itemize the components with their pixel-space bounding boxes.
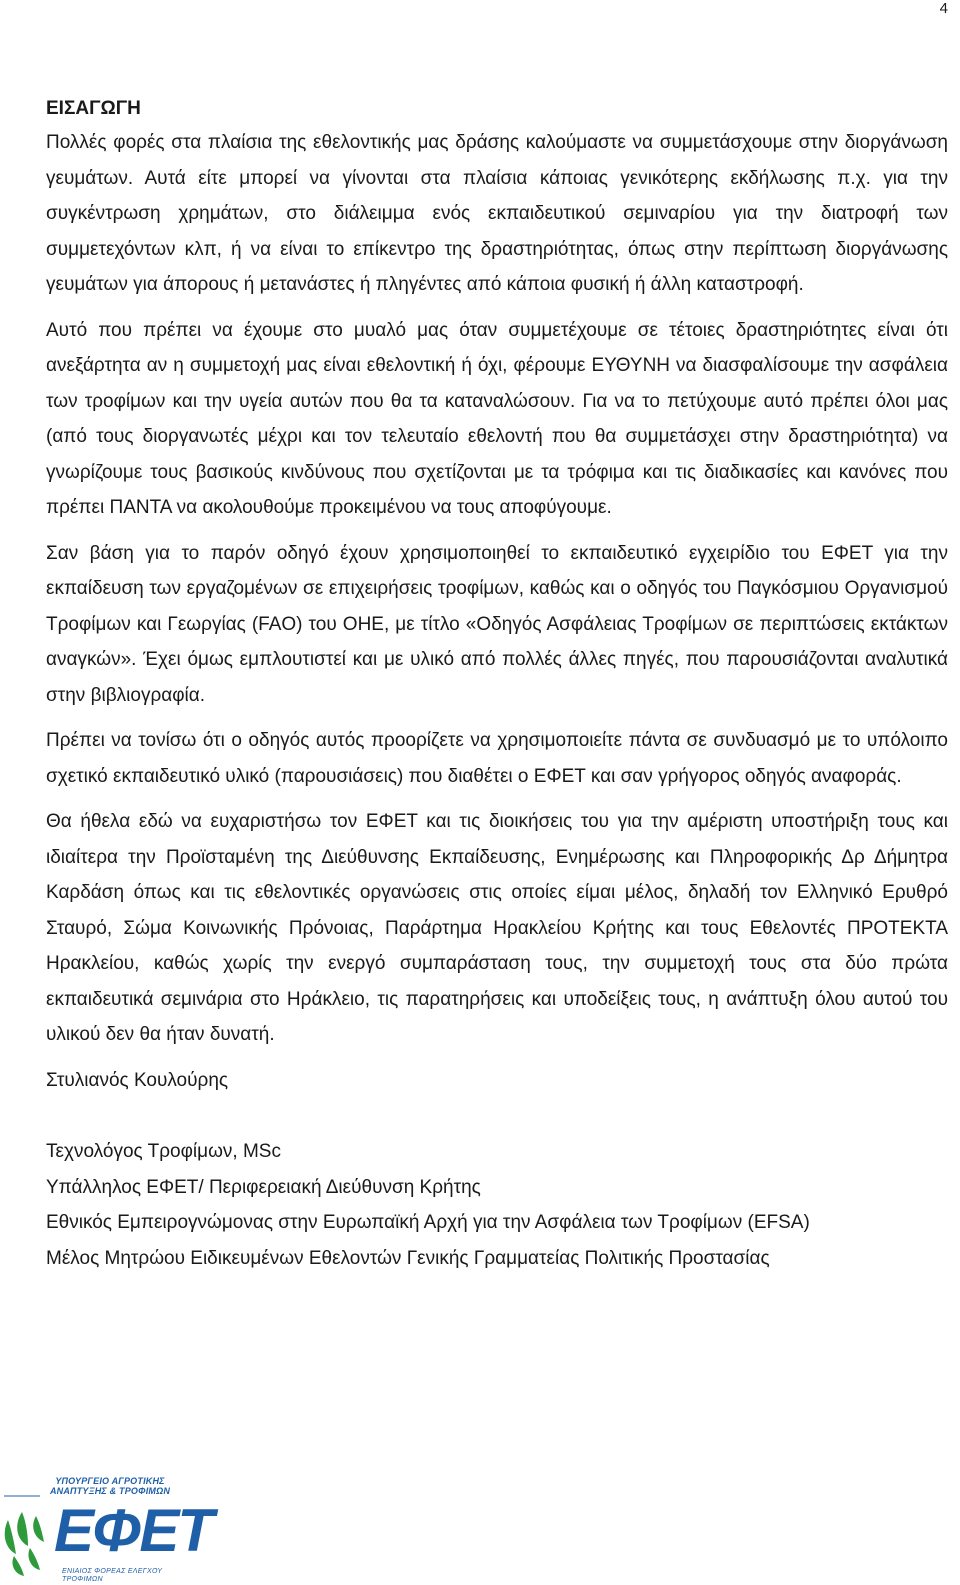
paragraph-acknowledgements: Θα ήθελα εδώ να ευχαριστήσω τον ΕΦΕΤ και τις διοικήσεις του για την αμέριστη υποστήριξη τους και ιδιαίτερα την Προϊσταμένη της Διεύθυνσης Εκπαίδευσης, Ενημέρωσης και Πληροφορικής Δρ Δήμητρα Καρδάση όπως και τις εθελοντικές οργανώσεις στις οποίες είμαι μέλος, δηλαδή τον Ελληνικό Ερυθρό Σταυρό, Σώμα Κοινωνικής Πρόνοιας, Παράρτημα Ηρακλείου Κρήτης και τους Εθελοντές ΠΡΟΤΕΚΤΑ Ηρακλείου, καθώς χωρίς την ενεργό συμπαράσταση τους, την συμμετοχή τους στα δύο πρώτα εκπαιδευτικά σεμινάρια στο Ηράκλειο, τις παρατηρήσεις και υποδείξεις τους, η ανάπτυξη όλου αυτού του υλικού δεν θα ήταν δυνατή.: [46, 811, 948, 1045]
author-role-efsa: Εθνικός Εμπειρογνώμονας στην Ευρωπαϊκή Αρχή για την Ασφάλεια των Τροφίμων (EFSA): [46, 1212, 810, 1233]
paragraph-responsibility: Αυτό που πρέπει να έχουμε στο μυαλό μας όταν συμμετέχουμε σε τέτοιες δραστηριότητες είναι ότι ανεξάρτητα αν η συμμετοχή μας είναι εθελοντική ή όχι, φέρουμε ΕΥΘΥΝΗ να διασφαλίσουμε την ασφάλεια των τροφίμων και την υγεία αυτών που θα τα καταναλώσουν. Για να το πετύχουμε αυτό πρέπει όλοι μας (από τους διοργανωτές μέχρι και τον τελευταίο εθελοντή που θα συμμετάσχει στην δραστηριότητα) να γνωρίζουμε τους βασικούς κινδύνους που σχετίζονται με τα τρόφιμα και τις διαδικασίες και κανόνες που πρέπει ΠΑΝΤΑ να ακολουθούμε προκειμένου να τους αποφύγουμε.: [46, 319, 948, 518]
section-heading: ΕΙΣΑΓΩΓΗ: [46, 98, 141, 119]
author-role-civil-protection: Μέλος Μητρώου Ειδικευμένων Εθελοντών Γενικής Γραμματείας Πολιτικής Προστασίας: [46, 1247, 770, 1269]
logo-subtitle: ΕΝΙΑΙΟΣ ΦΟΡΕΑΣ ΕΛΕΓΧΟΥ ΤΡΟΦΙΜΩΝ: [62, 1568, 163, 1583]
author-position: Υπάλληλος ΕΦΕΤ/ Περιφερειακή Διεύθυνση Κρήτης: [46, 1176, 481, 1198]
logo-ministry-line-2: ΑΝΑΠΤΥΞΗΣ & ΤΡΟΦΙΜΩΝ: [49, 1486, 171, 1496]
paragraph-intro: Πολλές φορές στα πλαίσια της εθελοντικής μας δράσης καλούμαστε να συμμετάσχουμε στην διοργάνωση γευμάτων. Αυτά είτε μπορεί να γίνονται στα πλαίσια κάποιας γενικότερης εκδήλωσης π.χ. για την συγκέντρωση χρημάτων, στο διάλειμμα ενός εκπαιδευτικού σεμιναρίου για την διατροφή των συμμετεχόντων κλπ, ή να είναι το επίκεντρο της δραστηριότητας, όπως στην περίπτωση διοργάνωσης γευμάτων για άπορους ή μετανάστες ή πληγέντες από κάποια φυσική ή άλλη καταστροφή.: [46, 132, 948, 295]
author-name: Στυλιανός Κουλούρης: [46, 1069, 229, 1091]
logo-ministry-line-1: ΥΠΟΥΡΓΕΙΟ ΑΓΡΟΤΙΚΗΣ: [55, 1476, 165, 1486]
page-number: 4: [939, 0, 948, 17]
author-title: Τεχνολόγος Τροφίμων, MSc: [46, 1141, 281, 1162]
document-body: [46, 93, 948, 1276]
paragraph-sources: Σαν βάση για το παρόν οδηγό έχουν χρησιμοποιηθεί το εκπαιδευτικό εγχειρίδιο του ΕΦΕΤ για την εκπαίδευση των εργαζομένων σε επιχειρήσεις τροφίμων, καθώς και ο οδηγός του Παγκόσμιου Οργανισμού Τροφίμων και Γεωργίας (FAO) του ΟΗΕ, με τίτλο «Οδηγός Ασφάλειας Τροφίμων σε περιπτώσεις εκτάκτων αναγκών». Έχει όμως εμπλουτιστεί και με υλικό από πολλές άλλες πηγές, που παρουσιάζονται αναλυτικά στην βιβλιογραφία.: [46, 542, 948, 706]
paragraph-usage: Πρέπει να τονίσω ότι ο οδηγός αυτός προορίζετε να χρησιμοποιείτε πάντα σε συνδυασμό με το υπόλοιπο σχετικό εκπαιδευτικό υλικό (παρουσιάσεις) που διαθέτει ο ΕΦΕΤ και σαν γρήγορος οδηγός αναφοράς.: [46, 730, 948, 787]
efet-logo: [0, 1476, 213, 1583]
logo-wordmark: ΕΦΕΤ: [54, 1497, 213, 1564]
logo-ministry-text: [40, 1476, 180, 1496]
